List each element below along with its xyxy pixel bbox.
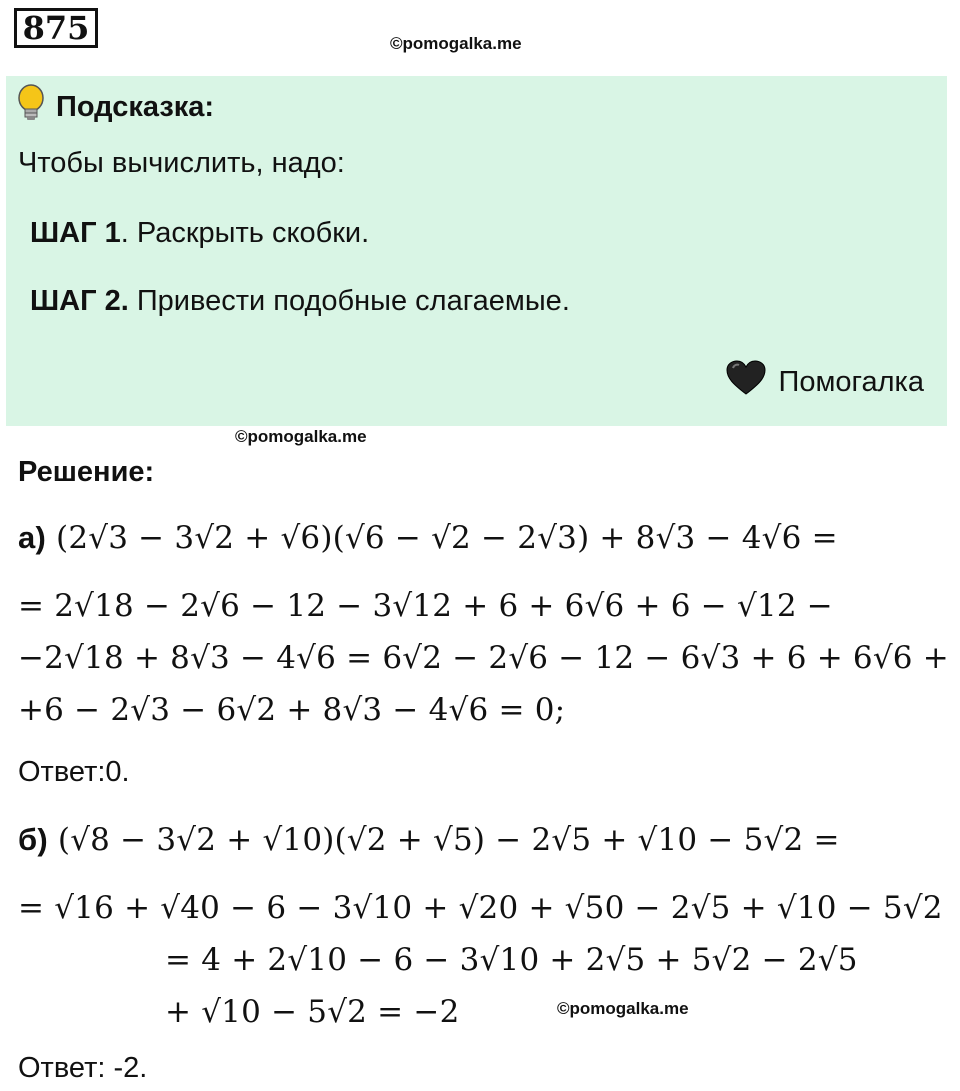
brand <box>725 360 924 404</box>
hint-title-text: Подсказка: <box>56 90 215 123</box>
part-b-line-3: = 4 + 2√10 − 6 − 3√10 + 2√5 + 5√2 − 2√5 <box>165 942 858 978</box>
solution-title: Решение: <box>18 456 155 488</box>
part-a-answer: Ответ:0. <box>18 756 130 788</box>
part-b-line-1 <box>18 822 840 858</box>
heart-icon <box>725 360 767 404</box>
watermark-bottom: ©pomogalka.me <box>557 999 689 1018</box>
step-1-label: ШАГ 1 <box>30 217 121 249</box>
part-a-line-4: +6 − 2√3 − 6√2 + 8√3 − 4√6 = 0; <box>18 692 566 728</box>
problem-number: 875 <box>14 8 98 48</box>
step-1-text: . Раскрыть скобки. <box>120 217 370 249</box>
part-b-expression: (√8 − 3√2 + √10)(√2 + √5) − 2√5 + √10 − 5√2 = <box>47 822 840 858</box>
watermark-top: ©pomogalka.me <box>390 34 522 53</box>
hint-step-1 <box>30 217 369 250</box>
part-a-line-1 <box>18 520 838 556</box>
part-a-expression: (2√3 − 3√2 + √6)(√6 − √2 − 2√3) + 8√3 − 4√6 = <box>45 520 838 556</box>
hint-intro: Чтобы вычислить, надо: <box>18 147 345 179</box>
lightbulb-icon <box>16 84 46 130</box>
step-2-text: Привести подобные слагаемые. <box>128 285 570 317</box>
part-a-label: а) <box>18 520 46 555</box>
part-b-line-4: + √10 − 5√2 = −2 <box>165 994 460 1030</box>
brand-name: Помогалка <box>778 365 924 398</box>
hint-title <box>16 84 214 130</box>
part-b-answer: Ответ: -2. <box>18 1052 148 1084</box>
step-2-label: ШАГ 2. <box>30 285 129 317</box>
hint-step-2 <box>30 285 570 318</box>
part-a-line-2: = 2√18 − 2√6 − 12 − 3√12 + 6 + 6√6 + 6 − √12 − <box>18 588 833 624</box>
part-b-label: б) <box>18 822 48 857</box>
watermark-middle: ©pomogalka.me <box>235 427 367 446</box>
part-a-line-3: −2√18 + 8√3 − 4√6 = 6√2 − 2√6 − 12 − 6√3 + 6 + 6√6 + <box>18 640 949 676</box>
part-b-line-2: = √16 + √40 − 6 − 3√10 + √20 + √50 − 2√5 + √10 − 5√2 <box>18 890 943 926</box>
